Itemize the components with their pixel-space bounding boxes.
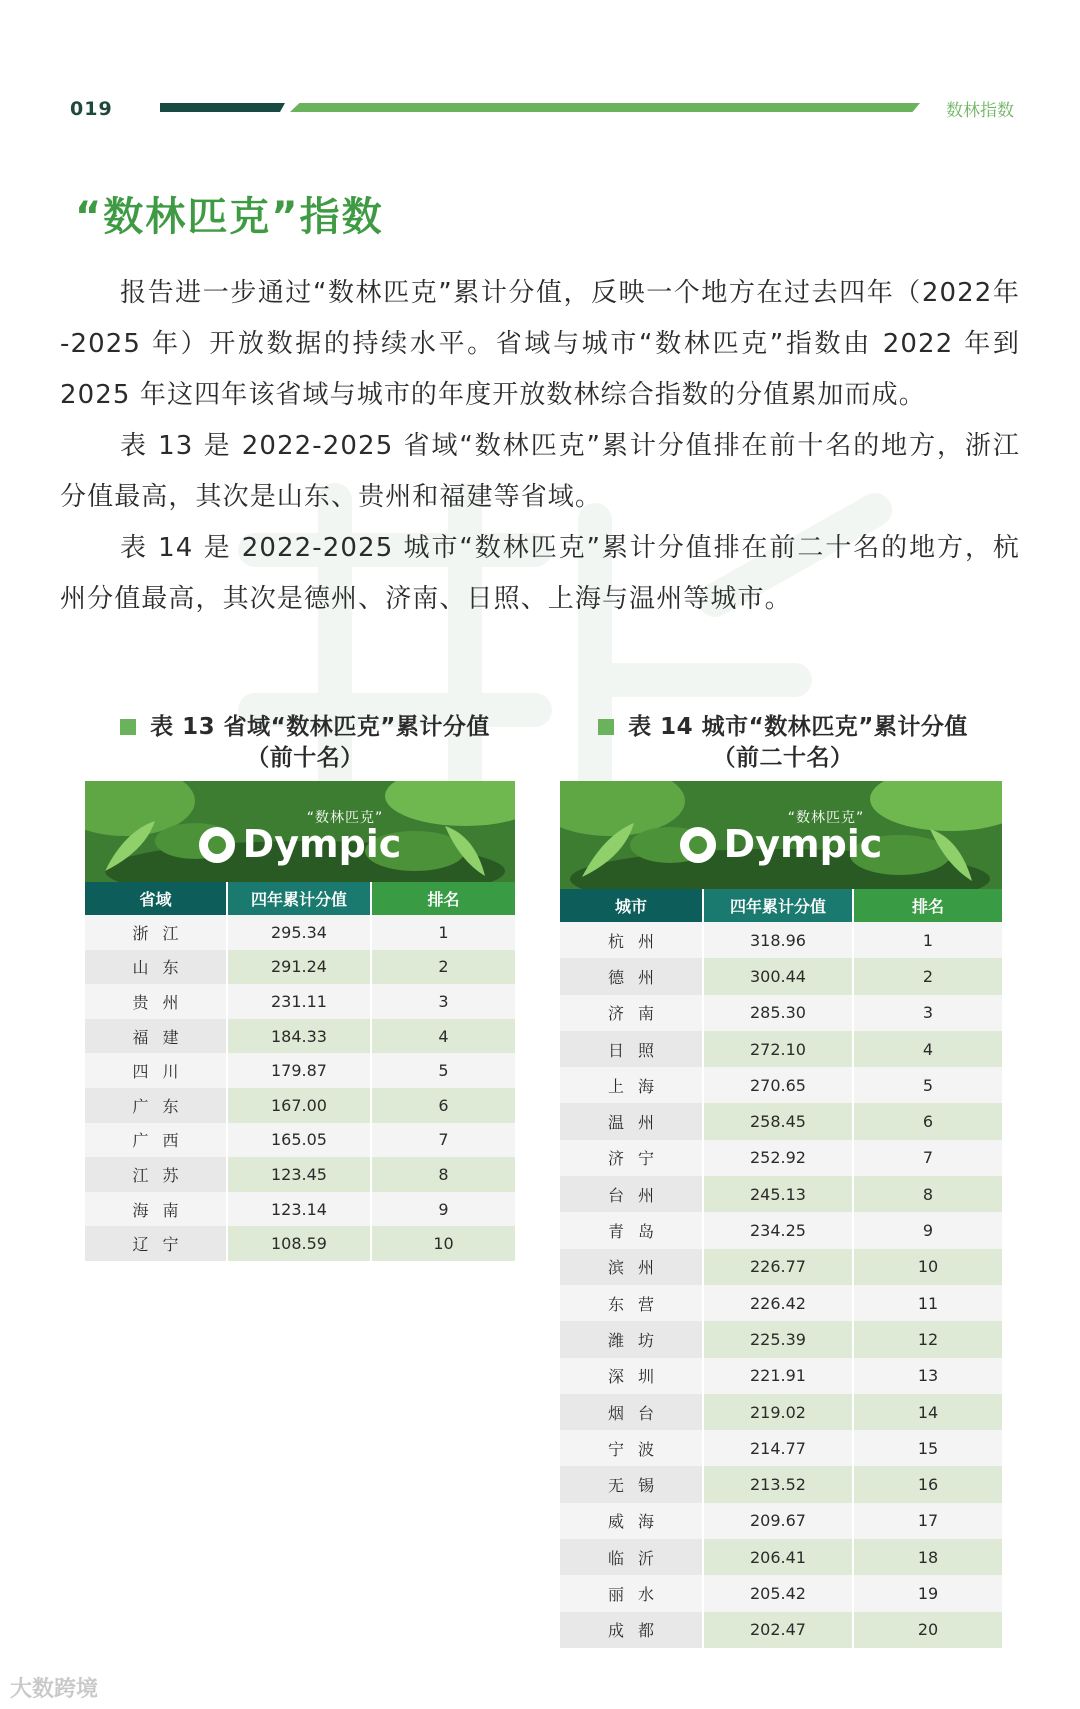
page-number: 019 <box>70 98 113 120</box>
cell-rank: 16 <box>853 1466 1002 1502</box>
logo-cn-text: “数林匹克” <box>787 810 865 826</box>
table-row <box>560 958 1002 994</box>
cell-score: 252.92 <box>703 1140 853 1176</box>
cell-rank: 15 <box>853 1430 1002 1466</box>
column-header-rank: 排名 <box>371 882 515 915</box>
table13-caption-line1: 表 13 省域“数林匹克”累计分值 <box>150 714 490 740</box>
cell-rank: 7 <box>371 1123 515 1158</box>
cell-rank: 4 <box>371 1019 515 1054</box>
cell-rank: 20 <box>853 1612 1002 1648</box>
paragraph-intro: 报告进一步通过“数林匹克”累计分值，反映一个地方在过去四年（2022年 -2025 年）开放数据的持续水平。省域与城市“数林匹克”指数由 2022 年到 2025 年这四年该省域与城市的年度开放数林综合指数的分值累加而成。 <box>60 278 1020 410</box>
column-header-city: 城市 <box>560 889 703 922</box>
cell-score: 209.67 <box>703 1503 853 1539</box>
cell-name: 临沂 <box>560 1539 703 1575</box>
table-row <box>560 1103 1002 1139</box>
cell-name: 广西 <box>85 1123 227 1158</box>
cell-name: 成都 <box>560 1612 703 1648</box>
table-row <box>560 995 1002 1031</box>
cell-score: 231.11 <box>227 984 371 1019</box>
cell-rank: 8 <box>853 1176 1002 1212</box>
cell-name: 深圳 <box>560 1358 703 1394</box>
table-row <box>85 1019 515 1054</box>
cell-name: 浙江 <box>85 915 227 950</box>
logo-ring-icon <box>199 827 235 863</box>
cell-rank: 7 <box>853 1140 1002 1176</box>
table14-caption-line2: （前二十名） <box>712 745 854 771</box>
table-row <box>560 1358 1002 1394</box>
cell-name: 济南 <box>560 995 703 1031</box>
table14-banner <box>560 781 1002 889</box>
logo-ring-icon <box>680 827 716 863</box>
caption-bullet-icon <box>120 719 136 735</box>
cell-score: 202.47 <box>703 1612 853 1648</box>
cell-rank: 5 <box>371 1053 515 1088</box>
table13-caption <box>90 712 520 774</box>
cell-name: 辽宁 <box>85 1226 227 1261</box>
paragraph-table14-summary: 表 14 是 2022-2025 城市“数林匹克”累计分值排在前二十名的地方，杭州分值最高，其次是德州、济南、日照、上海与温州等城市。 <box>60 533 1020 614</box>
cell-name: 青岛 <box>560 1212 703 1248</box>
cell-name: 滨州 <box>560 1249 703 1285</box>
cell-rank: 2 <box>371 950 515 985</box>
cell-rank: 10 <box>371 1226 515 1261</box>
cell-name: 温州 <box>560 1103 703 1139</box>
cell-score: 179.87 <box>227 1053 371 1088</box>
table-row <box>560 1285 1002 1321</box>
table-row <box>85 1053 515 1088</box>
cell-score: 123.45 <box>227 1157 371 1192</box>
table-row <box>85 984 515 1019</box>
table-row <box>560 1067 1002 1103</box>
cell-score: 295.34 <box>227 915 371 950</box>
cell-score: 226.77 <box>703 1249 853 1285</box>
cell-rank: 19 <box>853 1575 1002 1611</box>
cell-name: 潍坊 <box>560 1321 703 1357</box>
cell-name: 上海 <box>560 1067 703 1103</box>
cell-name: 杭州 <box>560 922 703 958</box>
cell-score: 167.00 <box>227 1088 371 1123</box>
table13-caption-line2: （前十名） <box>246 745 364 771</box>
table-row <box>560 1466 1002 1502</box>
cell-rank: 5 <box>853 1067 1002 1103</box>
cell-score: 213.52 <box>703 1466 853 1502</box>
table-row <box>85 915 515 950</box>
cell-rank: 13 <box>853 1358 1002 1394</box>
cell-rank: 6 <box>371 1088 515 1123</box>
cell-score: 123.14 <box>227 1192 371 1227</box>
cell-name: 无锡 <box>560 1466 703 1502</box>
table-row <box>560 1140 1002 1176</box>
cell-name: 日照 <box>560 1031 703 1067</box>
header-bar-green <box>290 103 920 112</box>
column-header-score: 四年累计分值 <box>703 889 853 922</box>
table13-body <box>85 915 515 1261</box>
logo-en-text: Dympic <box>242 822 402 866</box>
body-text <box>60 268 1020 625</box>
table-row <box>85 1088 515 1123</box>
cell-name: 济宁 <box>560 1140 703 1176</box>
page-title: “数林匹克”指数 <box>75 194 384 240</box>
table14-body <box>560 922 1002 1648</box>
dympic-logo <box>560 807 1002 866</box>
cell-score: 184.33 <box>227 1019 371 1054</box>
cell-score: 270.65 <box>703 1067 853 1103</box>
table14-caption-line1: 表 14 城市“数林匹克”累计分值 <box>628 714 968 740</box>
cell-name: 德州 <box>560 958 703 994</box>
cell-name: 烟台 <box>560 1394 703 1430</box>
paragraph-table13-summary: 表 13 是 2022-2025 省域“数林匹克”累计分值排在前十名的地方，浙江分值最高，其次是山东、贵州和福建等省域。 <box>60 431 1020 512</box>
logo-en-text: Dympic <box>723 822 883 866</box>
cell-rank: 17 <box>853 1503 1002 1539</box>
cell-name: 广东 <box>85 1088 227 1123</box>
cell-score: 221.91 <box>703 1358 853 1394</box>
cell-rank: 12 <box>853 1321 1002 1357</box>
cell-score: 318.96 <box>703 922 853 958</box>
table-row <box>560 1249 1002 1285</box>
cell-score: 219.02 <box>703 1394 853 1430</box>
table-row <box>560 1394 1002 1430</box>
table-row <box>560 1430 1002 1466</box>
table-row <box>85 1123 515 1158</box>
cell-score: 226.42 <box>703 1285 853 1321</box>
cell-rank: 9 <box>853 1212 1002 1248</box>
cell-score: 272.10 <box>703 1031 853 1067</box>
table-row <box>560 1176 1002 1212</box>
logo-cn-text: “数林匹克” <box>306 810 384 826</box>
cell-rank: 3 <box>371 984 515 1019</box>
table-row <box>560 1539 1002 1575</box>
table-row <box>560 1321 1002 1357</box>
table-row <box>85 1157 515 1192</box>
cell-rank: 1 <box>853 922 1002 958</box>
cell-rank: 2 <box>853 958 1002 994</box>
cell-rank: 3 <box>853 995 1002 1031</box>
cell-name: 贵州 <box>85 984 227 1019</box>
cell-name: 宁波 <box>560 1430 703 1466</box>
column-header-province: 省域 <box>85 882 227 915</box>
table14-city-scores <box>560 889 1002 1648</box>
table-row <box>560 1031 1002 1067</box>
cell-rank: 4 <box>853 1031 1002 1067</box>
cell-rank: 9 <box>371 1192 515 1227</box>
cell-score: 300.44 <box>703 958 853 994</box>
cell-name: 山东 <box>85 950 227 985</box>
table-row <box>560 1503 1002 1539</box>
dympic-logo <box>85 807 515 866</box>
caption-bullet-icon <box>598 719 614 735</box>
table13-banner <box>85 781 515 882</box>
table-row <box>85 1192 515 1227</box>
header-bar-dark <box>160 103 285 112</box>
cell-score: 245.13 <box>703 1176 853 1212</box>
table-row <box>560 922 1002 958</box>
cell-score: 225.39 <box>703 1321 853 1357</box>
cell-rank: 10 <box>853 1249 1002 1285</box>
cell-score: 258.45 <box>703 1103 853 1139</box>
cell-rank: 6 <box>853 1103 1002 1139</box>
cell-score: 291.24 <box>227 950 371 985</box>
cell-score: 205.42 <box>703 1575 853 1611</box>
cell-name: 福建 <box>85 1019 227 1054</box>
cell-name: 四川 <box>85 1053 227 1088</box>
table-header-row <box>560 889 1002 922</box>
cell-name: 江苏 <box>85 1157 227 1192</box>
column-header-rank: 排名 <box>853 889 1002 922</box>
cell-rank: 11 <box>853 1285 1002 1321</box>
cell-rank: 14 <box>853 1394 1002 1430</box>
cell-score: 108.59 <box>227 1226 371 1261</box>
table-row <box>85 1226 515 1261</box>
cell-score: 285.30 <box>703 995 853 1031</box>
cell-name: 威海 <box>560 1503 703 1539</box>
footer-watermark: 大数跨境 <box>10 1677 99 1702</box>
table13-province-scores <box>85 882 515 1261</box>
cell-score: 206.41 <box>703 1539 853 1575</box>
cell-rank: 1 <box>371 915 515 950</box>
cell-name: 海南 <box>85 1192 227 1227</box>
table14-caption <box>568 712 998 774</box>
table-row <box>85 950 515 985</box>
table-row <box>560 1212 1002 1248</box>
cell-name: 东营 <box>560 1285 703 1321</box>
cell-score: 234.25 <box>703 1212 853 1248</box>
table-row <box>560 1612 1002 1648</box>
table-header-row <box>85 882 515 915</box>
cell-score: 214.77 <box>703 1430 853 1466</box>
column-header-score: 四年累计分值 <box>227 882 371 915</box>
cell-name: 台州 <box>560 1176 703 1212</box>
cell-rank: 18 <box>853 1539 1002 1575</box>
table-row <box>560 1575 1002 1611</box>
cell-name: 丽水 <box>560 1575 703 1611</box>
section-tag: 数林指数 <box>946 101 1014 121</box>
cell-rank: 8 <box>371 1157 515 1192</box>
cell-score: 165.05 <box>227 1123 371 1158</box>
